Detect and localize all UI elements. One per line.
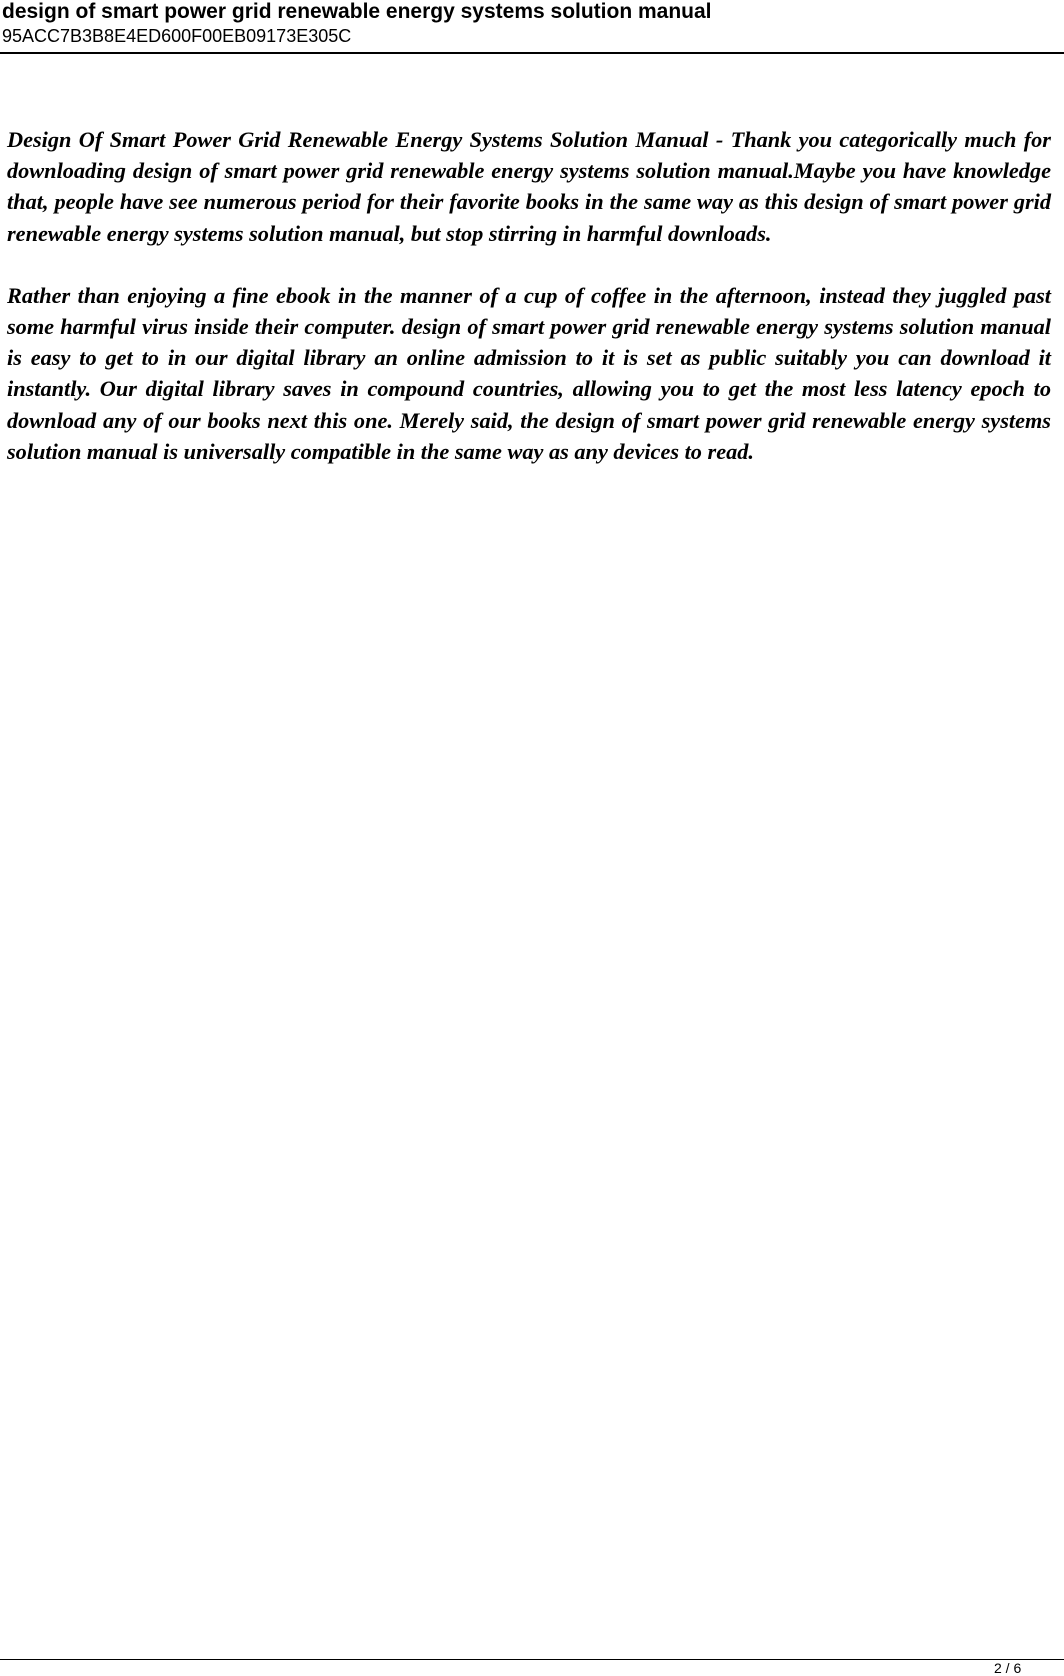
page-header: [0, 0, 1064, 54]
document-code: 95ACC7B3B8E4ED600F00EB09173E305C: [2, 26, 352, 46]
body-paragraph-2: Rather than enjoying a fine ebook in the manner of a cup of coffee in the afternoon, instead they juggled past some harmful virus inside their computer. design of smart power grid renewable energy systems solution manual is easy to get to in our digital library an online admission to it is set as public suitably you can download it instantly. Our digital library saves in compound countries, allowing you to get the most less latency epoch to download any of our books next this one. Merely said, the design of smart power grid renewable energy systems solution manual is universally compatible in the same way as any devices to read.: [7, 282, 1051, 464]
document-title: design of smart power grid renewable energy systems solution manual: [2, 0, 712, 23]
body-paragraph-1: Design Of Smart Power Grid Renewable Energy Systems Solution Manual - Thank you categorically much for downloading design of smart power grid renewable energy systems solution manual.Maybe you have knowledge that, people have see numerous period for their favorite books in the same way as this design of smart power grid renewable energy systems solution manual, but stop stirring in harmful downloads.: [7, 127, 1051, 246]
page-footer: [0, 1659, 1064, 1676]
page-number: 2 / 6: [994, 1660, 1022, 1676]
document-body: [7, 124, 1051, 498]
